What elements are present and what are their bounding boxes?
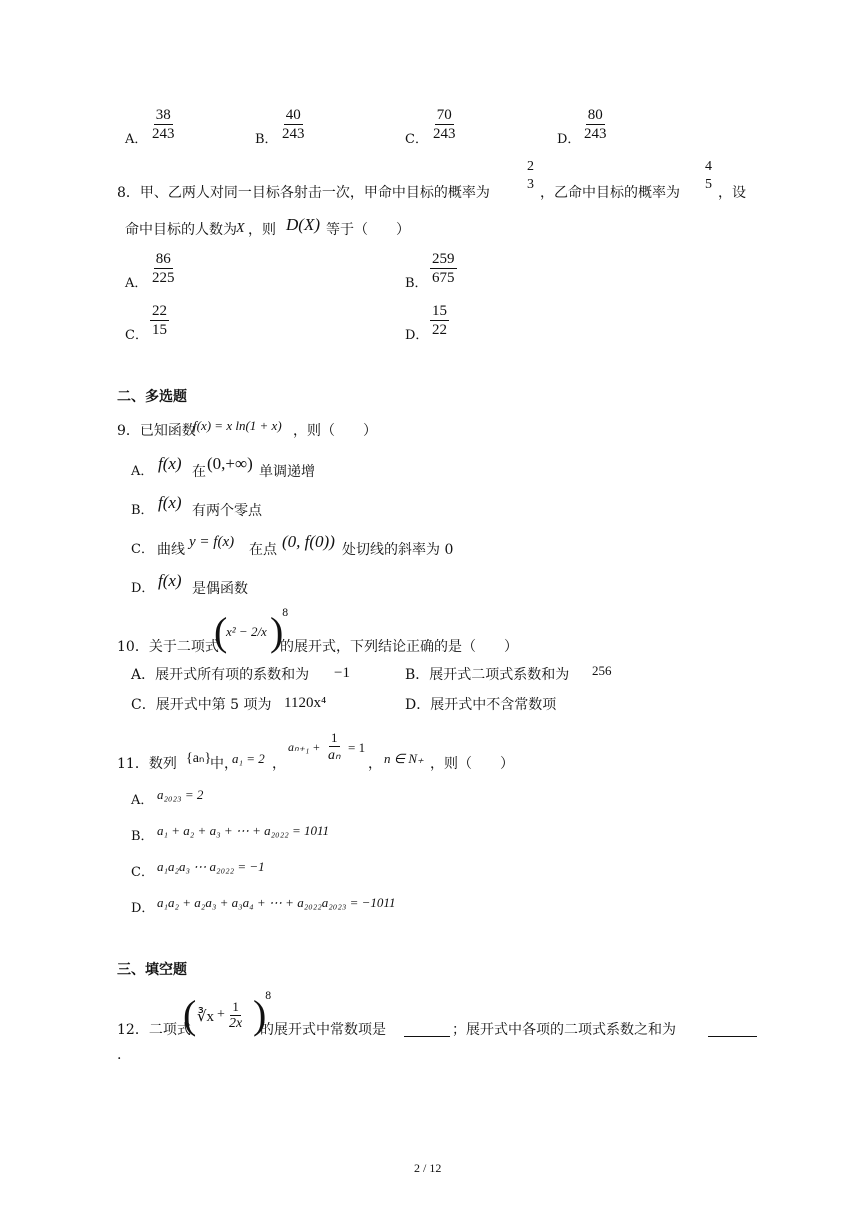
numerator: 22 [152,303,167,319]
q11-sequence: {aₙ} [186,751,212,766]
q9-stem-part1: 9．已知函数 [117,423,196,439]
q9-function-expr: f(x) = x ln(1 + x) [193,418,282,433]
q9-option-a-interval: (0,+∞) [207,454,253,473]
q9-option-b-text: 有两个零点 [192,503,262,519]
denominator: 243 [152,126,175,142]
q8-stem-part2: ，乙命中目标的概率为 [540,185,680,201]
numerator: 2 [527,159,534,174]
q9-option-b-letter: B． [131,503,154,518]
q9-option-d-math: f(x) [158,571,182,590]
q12-stem-part2: 的展开式中常数项是 [260,1022,386,1038]
numerator: 1 [232,999,239,1014]
q10-option-c-text: C．展开式中第 5 项为 [131,697,272,713]
q11-option-a-math: a₂₀₂₃ = 2 [157,787,204,802]
q9-option-d-letter: D． [131,581,155,596]
q7-option-b-letter: B． [255,132,278,147]
q10-stem-part2: 的展开式，下列结论正确的是（ ） [280,639,518,655]
q7-option-a-letter: A． [125,132,148,147]
denominator: 243 [433,126,456,142]
q11-option-b-letter: B． [131,829,154,844]
numerator: 1 [331,730,338,745]
q9-option-c-text0: 曲线 [157,542,185,558]
q12-period: . [117,1047,122,1063]
q8-stem-part3: ，设 [718,185,746,201]
answer-blank-2[interactable] [708,1022,757,1037]
q9-option-c-text2: 处切线的斜率为 0 [342,542,454,558]
q11-condition-3: n ∈ N₊ [384,751,424,766]
q8-option-a-letter: A． [125,276,148,291]
q11-stem-part2: 中， [210,756,238,772]
q11-stem-part1: 11．数列 [117,756,177,772]
denominator: 3 [527,177,534,192]
section-heading-multiple-choice: 二、多选题 [117,389,187,405]
q11-condition-1: a₁ = 2 [232,751,265,766]
denominator: 225 [152,270,175,286]
q12-stem-part3: ；展开式中各项的二项式系数之和为 [452,1022,676,1038]
q9-option-c-point: (0, f(0)) [282,532,335,551]
page-number: 2 / 12 [414,1161,442,1175]
right-paren: ) [253,992,267,1037]
q9-option-d-text: 是偶函数 [192,581,248,597]
q9-stem-part2: ，则（ ） [293,423,377,439]
q8-option-d-letter: D． [405,328,429,343]
denominator: 15 [152,322,167,338]
q10-option-a-value: −1 [334,665,350,681]
numerator: 259 [432,251,455,267]
q8-stem-part1: 8．甲、乙两人对同一目标各射击一次，甲命中目标的概率为 [117,185,490,201]
q8-prob-b-fraction [703,158,714,194]
q11-option-c-math: a₁a₂a₃ ⋯ a₂₀₂₂ = −1 [157,859,265,874]
denominator: 5 [705,177,712,192]
denominator: 22 [432,322,447,338]
q8-prob-a-fraction [525,158,536,194]
q7-option-d-letter: D． [557,132,581,147]
q8-option-c-letter: C． [125,328,148,343]
binomial-base: x² − 2/x [226,624,267,639]
numerator: 40 [285,107,301,123]
exponent: 8 [265,991,272,1002]
q8-stem-part4: 命中目标的人数为 [125,222,237,238]
denominator: 675 [432,270,455,286]
q11-option-d-math: a₁a₂ + a₂a₃ + a₃a₄ + ⋯ + a₂₀₂₂a₂₀₂₃ = −1011 [157,895,396,910]
q8-option-a-fraction [150,250,177,287]
q9-option-a-math: f(x) [158,454,182,473]
q7-option-b-fraction [280,106,307,143]
recurrence-right: = 1 [348,740,366,755]
q9-option-c-text1: 在点 [249,542,277,558]
section-heading-fill-in: 三、填空题 [117,962,187,978]
q9-option-a-letter: A． [131,464,154,479]
q9-option-a-text1: 在 [192,464,206,480]
q7-option-c-fraction [431,106,458,143]
numerator: 86 [155,251,171,267]
left-paren: ( [214,609,228,654]
denominator: aₙ [328,748,341,763]
q9-option-a-text2: 单调递增 [259,464,315,480]
q9-option-c-letter: C． [131,542,154,557]
answer-blank-1[interactable] [404,1022,450,1037]
q12-fraction [227,999,244,1032]
q8-option-c-fraction [150,302,169,339]
q8-stem-part6: 等于（ ） [326,222,410,238]
q11-option-b-math: a₁ + a₂ + a₃ + ⋯ + a₂₀₂₂ = 1011 [157,823,330,838]
exponent: 8 [282,608,289,619]
q10-option-d-text: D．展开式中不含常数项 [405,697,557,713]
q10-option-c-value: 1120x⁴ [284,695,327,711]
plus-sign: + [217,1007,225,1022]
numerator: 70 [436,107,452,123]
q11-option-d-letter: D． [131,901,155,916]
q10-option-b-value: 256 [592,663,612,678]
q10-option-a-text: A．展开式所有项的系数和为 [131,667,310,683]
numerator: 38 [155,107,171,123]
recurrence-fraction [326,729,343,764]
numerator: 4 [705,159,712,174]
left-paren: ( [183,992,197,1037]
recurrence-left: aₙ₊₁ + [288,740,321,754]
numerator: 15 [432,303,447,319]
q11-option-c-letter: C． [131,865,154,880]
q11-comma-1: ， [272,756,286,772]
denominator: 243 [282,126,305,142]
q8-option-b-fraction [430,250,457,287]
q8-stem-part5: ，则 [248,222,276,238]
q7-option-c-letter: C． [405,132,428,147]
q11-stem-part3: ，则（ ） [430,756,514,772]
q8-var-x: X [236,221,245,236]
right-paren: ) [270,609,284,654]
q12-stem-part1: 12．二项式 [117,1022,191,1038]
q7-option-d-fraction [582,106,609,143]
q9-option-c-curve: y = f(x) [189,534,235,550]
q8-option-b-letter: B． [405,276,428,291]
cube-root-term: ∛x [197,1009,215,1025]
q10-option-b-text: B．展开式二项式系数和为 [405,667,570,683]
q9-option-b-math: f(x) [158,493,182,512]
denominator: 243 [584,126,607,142]
numerator: 80 [587,107,603,123]
q11-comma-2: ， [368,756,382,772]
q11-option-a-letter: A． [131,793,154,808]
q8-variance-expr: D(X) [286,215,320,234]
q7-option-a-fraction [150,106,177,143]
q10-stem-part1: 10．关于二项式 [117,639,219,655]
denominator: 2x [229,1016,243,1031]
q8-option-d-fraction [430,302,449,339]
